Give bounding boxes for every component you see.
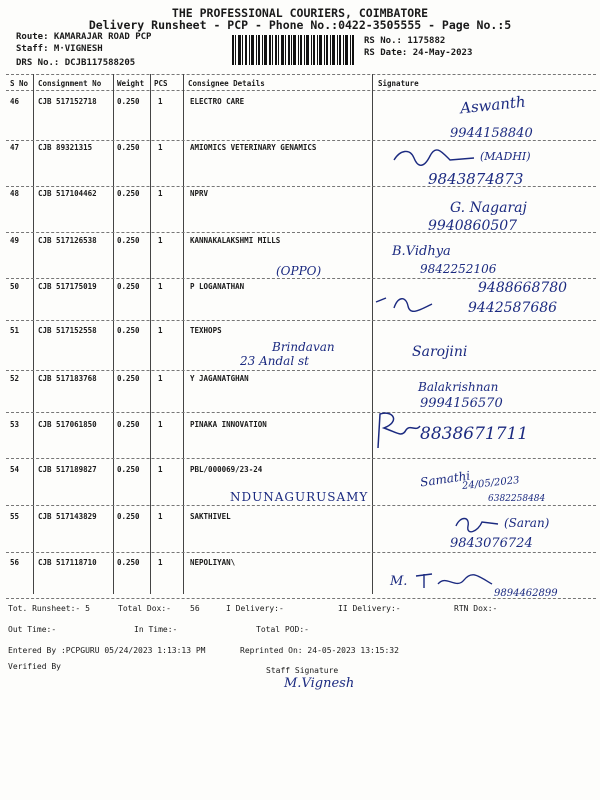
row-consignment: CJB 517118710 xyxy=(38,558,97,567)
total-pod: Total POD:- xyxy=(256,625,309,634)
verified-by: Verified By xyxy=(8,662,61,671)
entered-by: Entered By :PCPGURU 05/24/2023 1:13:13 PM xyxy=(8,646,206,655)
ii-delivery: II Delivery:- xyxy=(338,604,401,613)
row-consignee: ELECTRO CARE xyxy=(190,97,245,106)
signature-phone: 9944158840 xyxy=(450,126,533,141)
handwritten-note: 23 Andal st xyxy=(240,354,309,368)
row-consignee: TEXHOPS xyxy=(190,326,222,335)
i-delivery: I Delivery:- xyxy=(226,604,284,613)
row-divider xyxy=(6,186,596,187)
signature-scribble xyxy=(412,570,496,592)
row-consignment: CJB 517152718 xyxy=(38,97,97,106)
row-divider xyxy=(6,458,596,459)
table-top-rule xyxy=(6,74,596,75)
row-weight: 0.250 xyxy=(117,236,140,245)
col-header-weight: Weight xyxy=(117,79,145,88)
row-consignee: NPRV xyxy=(190,189,209,198)
row-consignment: CJB 517152558 xyxy=(38,326,97,335)
staff-label: Staff: M·VIGNESH xyxy=(16,44,103,54)
route-label: Route: KAMARAJAR ROAD PCP xyxy=(16,32,152,42)
row-sno: 51 xyxy=(10,326,20,335)
drs-number: DRS No.: DCJB117588205 xyxy=(16,58,136,68)
rs-date: RS Date: 24-May-2023 xyxy=(364,48,473,58)
row-pcs: 1 xyxy=(158,512,163,521)
handwritten-note: NDUNAGURUSAMY xyxy=(230,490,369,504)
row-pcs: 1 xyxy=(158,282,163,291)
row-pcs: 1 xyxy=(158,420,163,429)
in-time: In Time:- xyxy=(134,625,178,634)
col-divider xyxy=(183,74,184,594)
signature-scribble xyxy=(452,512,502,536)
col-divider xyxy=(113,74,114,594)
row-sno: 52 xyxy=(10,374,20,383)
row-consignee: P LOGANATHAN xyxy=(190,282,245,291)
signature-phone: 9843874873 xyxy=(428,170,524,188)
row-consignment: CJB 517061850 xyxy=(38,420,97,429)
signature-name: Samathi xyxy=(419,468,472,490)
row-consignee: PBL/000069/23-24 xyxy=(190,465,263,474)
rs-number: RS No.: 1175882 xyxy=(364,36,446,46)
row-sno: 49 xyxy=(10,236,20,245)
company-name: THE PROFESSIONAL COURIERS, COIMBATORE xyxy=(171,6,429,20)
signature-name: Aswanth xyxy=(459,92,527,118)
row-divider xyxy=(6,370,596,371)
row-sno: 55 xyxy=(10,512,20,521)
signature-phone: 9842252106 xyxy=(420,262,497,276)
row-weight: 0.250 xyxy=(117,374,140,383)
row-sno: 53 xyxy=(10,420,20,429)
row-divider xyxy=(6,505,596,506)
signature-phone: 9843076724 xyxy=(450,536,533,551)
row-consignee: SAKTHIVEL xyxy=(190,512,231,521)
signature-phone: 9894462899 xyxy=(494,588,558,599)
table-header-rule xyxy=(6,90,596,91)
signature-name: G. Nagaraj xyxy=(450,200,527,216)
row-pcs: 1 xyxy=(158,326,163,335)
row-weight: 0.250 xyxy=(117,143,140,152)
row-divider xyxy=(6,552,596,553)
row-weight: 0.250 xyxy=(117,420,140,429)
reprinted-on: Reprinted On: 24-05-2023 13:15:32 xyxy=(240,646,399,655)
out-time: Out Time:- xyxy=(8,625,57,634)
row-sno: 50 xyxy=(10,282,20,291)
row-sno: 56 xyxy=(10,558,20,567)
row-weight: 0.250 xyxy=(117,326,140,335)
row-weight: 0.250 xyxy=(117,189,140,198)
row-consignee: NEPOLIYAN\ xyxy=(190,558,236,567)
col-header-pcs: PCS xyxy=(154,79,168,88)
row-divider xyxy=(6,412,596,413)
staff-signature-label: Staff Signature xyxy=(266,666,339,675)
row-weight: 0.250 xyxy=(117,558,140,567)
handwritten-note: Brindavan xyxy=(272,340,335,354)
signature-name: B.Vidhya xyxy=(392,244,451,259)
col-header-sno: S No xyxy=(10,79,29,88)
staff-signature: M.Vignesh xyxy=(284,676,355,691)
total-runsheet: Tot. Runsheet:- 5 xyxy=(8,604,90,613)
barcode-image xyxy=(232,35,354,65)
runsheet-title: Delivery Runsheet - PCP - Phone No.:0422-3505555 - Page No.:5 xyxy=(88,18,512,32)
row-weight: 0.250 xyxy=(117,465,140,474)
row-consignment: CJB 517126538 xyxy=(38,236,97,245)
row-sno: 46 xyxy=(10,97,20,106)
signature-phone: 9940860507 xyxy=(428,218,518,234)
row-consignee: Y JAGANATGHAN xyxy=(190,374,249,383)
col-header-consignee: Consignee Details xyxy=(188,79,265,88)
row-pcs: 1 xyxy=(158,236,163,245)
signature-name: Sarojini xyxy=(412,344,468,360)
total-dox-label: Total Dox:- xyxy=(118,604,171,613)
col-divider xyxy=(33,74,34,594)
row-pcs: 1 xyxy=(158,465,163,474)
table-bottom-rule xyxy=(6,598,596,599)
row-consignment: CJB 517189827 xyxy=(38,465,97,474)
row-pcs: 1 xyxy=(158,143,163,152)
signature-phone: 9442587686 xyxy=(468,300,558,316)
signature-phone: 9488668780 xyxy=(478,280,568,296)
signature-date: 24/05/2023 xyxy=(461,475,521,492)
signature-name: Balakrishnan xyxy=(418,380,499,394)
signature-phone: 6382258484 xyxy=(488,494,546,504)
row-consignee: AMIOMICS VETERINARY GENAMICS xyxy=(190,143,317,152)
col-divider xyxy=(372,74,373,594)
row-pcs: 1 xyxy=(158,97,163,106)
row-sno: 54 xyxy=(10,465,20,474)
row-consignment: CJB 517104462 xyxy=(38,189,97,198)
row-consignee: KANNAKALAKSHMI MILLS xyxy=(190,236,281,245)
signature-scribble xyxy=(372,294,442,314)
rtn-dox: RTN Dox:- xyxy=(454,604,498,613)
row-divider xyxy=(6,232,596,233)
handwritten-note: (OPPO) xyxy=(276,264,322,278)
signature-scribble xyxy=(372,408,424,452)
row-weight: 0.250 xyxy=(117,512,140,521)
row-divider xyxy=(6,278,596,279)
signature-phone: 9994156570 xyxy=(420,396,503,411)
row-consignment: CJB 517183768 xyxy=(38,374,97,383)
row-consignment: CJB 517175019 xyxy=(38,282,97,291)
col-header-signature: Signature xyxy=(378,79,419,88)
row-consignment: CJB 89321315 xyxy=(38,143,93,152)
col-divider xyxy=(150,74,151,594)
signature-name: (MADHI) xyxy=(480,150,531,163)
col-header-consignment: Consignment No xyxy=(38,79,102,88)
row-pcs: 1 xyxy=(158,374,163,383)
signature-phone: 8838671711 xyxy=(420,424,529,444)
row-pcs: 1 xyxy=(158,189,163,198)
row-weight: 0.250 xyxy=(117,97,140,106)
row-divider xyxy=(6,320,596,321)
row-divider xyxy=(6,140,596,141)
row-weight: 0.250 xyxy=(117,282,140,291)
signature-name: M. xyxy=(390,574,408,589)
row-consignment: CJB 517143829 xyxy=(38,512,97,521)
row-sno: 47 xyxy=(10,143,20,152)
row-pcs: 1 xyxy=(158,558,163,567)
row-consignee: PINAKA INNOVATION xyxy=(190,420,267,429)
signature-scribble xyxy=(390,146,480,172)
signature-name: (Saran) xyxy=(504,516,550,530)
row-sno: 48 xyxy=(10,189,20,198)
total-dox-value: 56 xyxy=(190,604,200,613)
